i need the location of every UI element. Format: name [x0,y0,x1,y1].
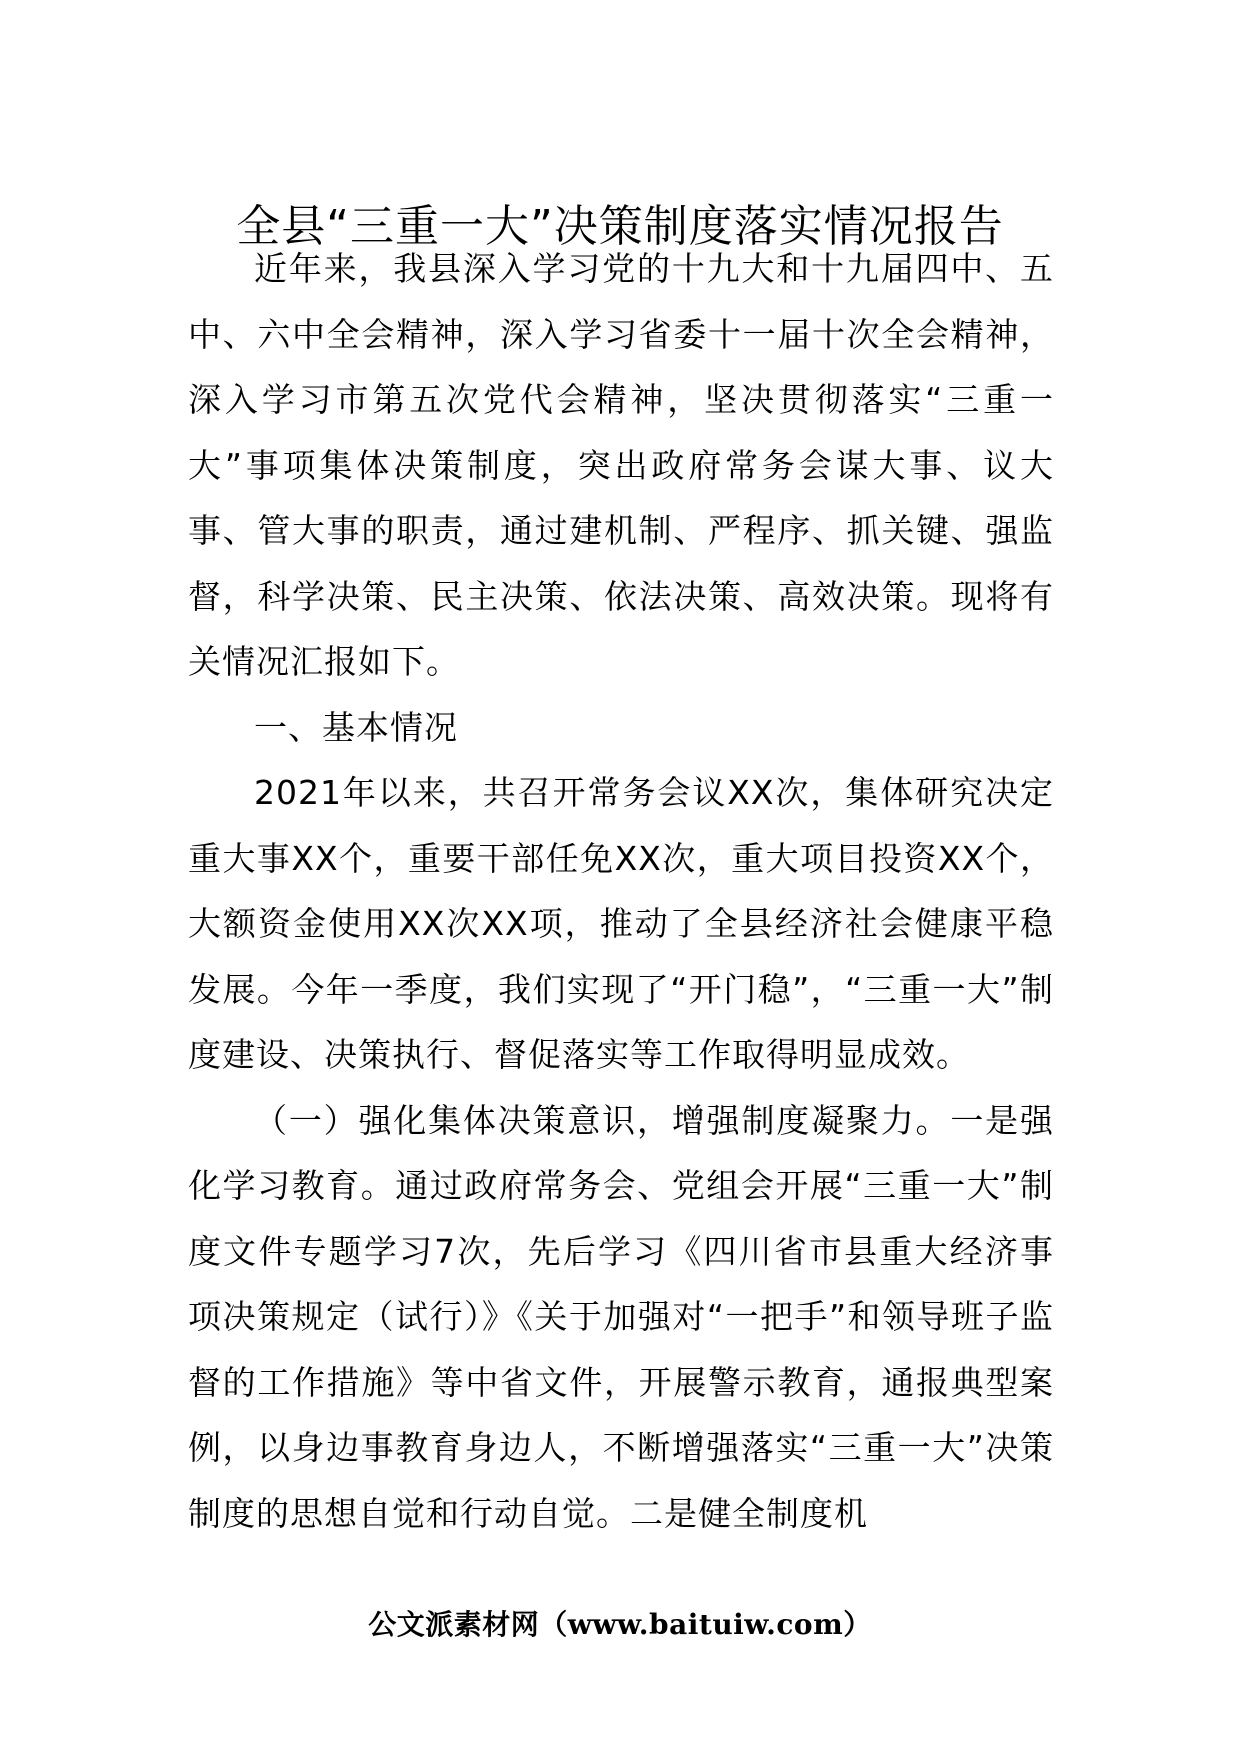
footer-watermark: 公文派素材网（www.baituiw.com） [368,1608,872,1641]
paragraph-collective-decision: （一）强化集体决策意识，增强制度凝聚力。一是强化学习教育。通过政府常务会、党组会开展“三重一大”制度文件专题学习7次，先后学习《四川省市县重大经济事项决策规定（试行）》《关于加强对“一把手”和领导班子监督的工作措施》等中省文件，开展警示教育，通报典型案例，以身边事教育身边人，不断增强落实“三重一大”决策制度的思想自觉和行动自觉。二是健全制度机 [188,1100,1054,1533]
document-title: 全县“三重一大”决策制度落实情况报告 [236,201,1004,253]
document-body [188,236,1054,1546]
section-heading-basic-situation: 一、基本情况 [254,707,458,747]
paragraph-basic-situation: 2021年以来，共召开常务会议XX次，集体研究决定重大事XX个，重要干部任免XX次，重大项目投资XX个，大额资金使用XX次XX项，推动了全县经济社会健康平稳发展。今年一季度，我们实现了“开门稳”，“三重一大”制度建设、决策执行、督促落实等工作取得明显成效。 [188,773,1054,1074]
paragraph-intro: 近年来，我县深入学习党的十九大和十九届四中、五中、六中全会精神，深入学习省委十一届十次全会精神，深入学习市第五次党代会精神，坚决贯彻落实“三重一大”事项集体决策制度，突出政府常务会谋大事、议大事、管大事的职责，通过建机制、严程序、抓关键、强监督，科学决策、民主决策、依法决策、高效决策。现将有关情况汇报如下。 [188,249,1054,681]
